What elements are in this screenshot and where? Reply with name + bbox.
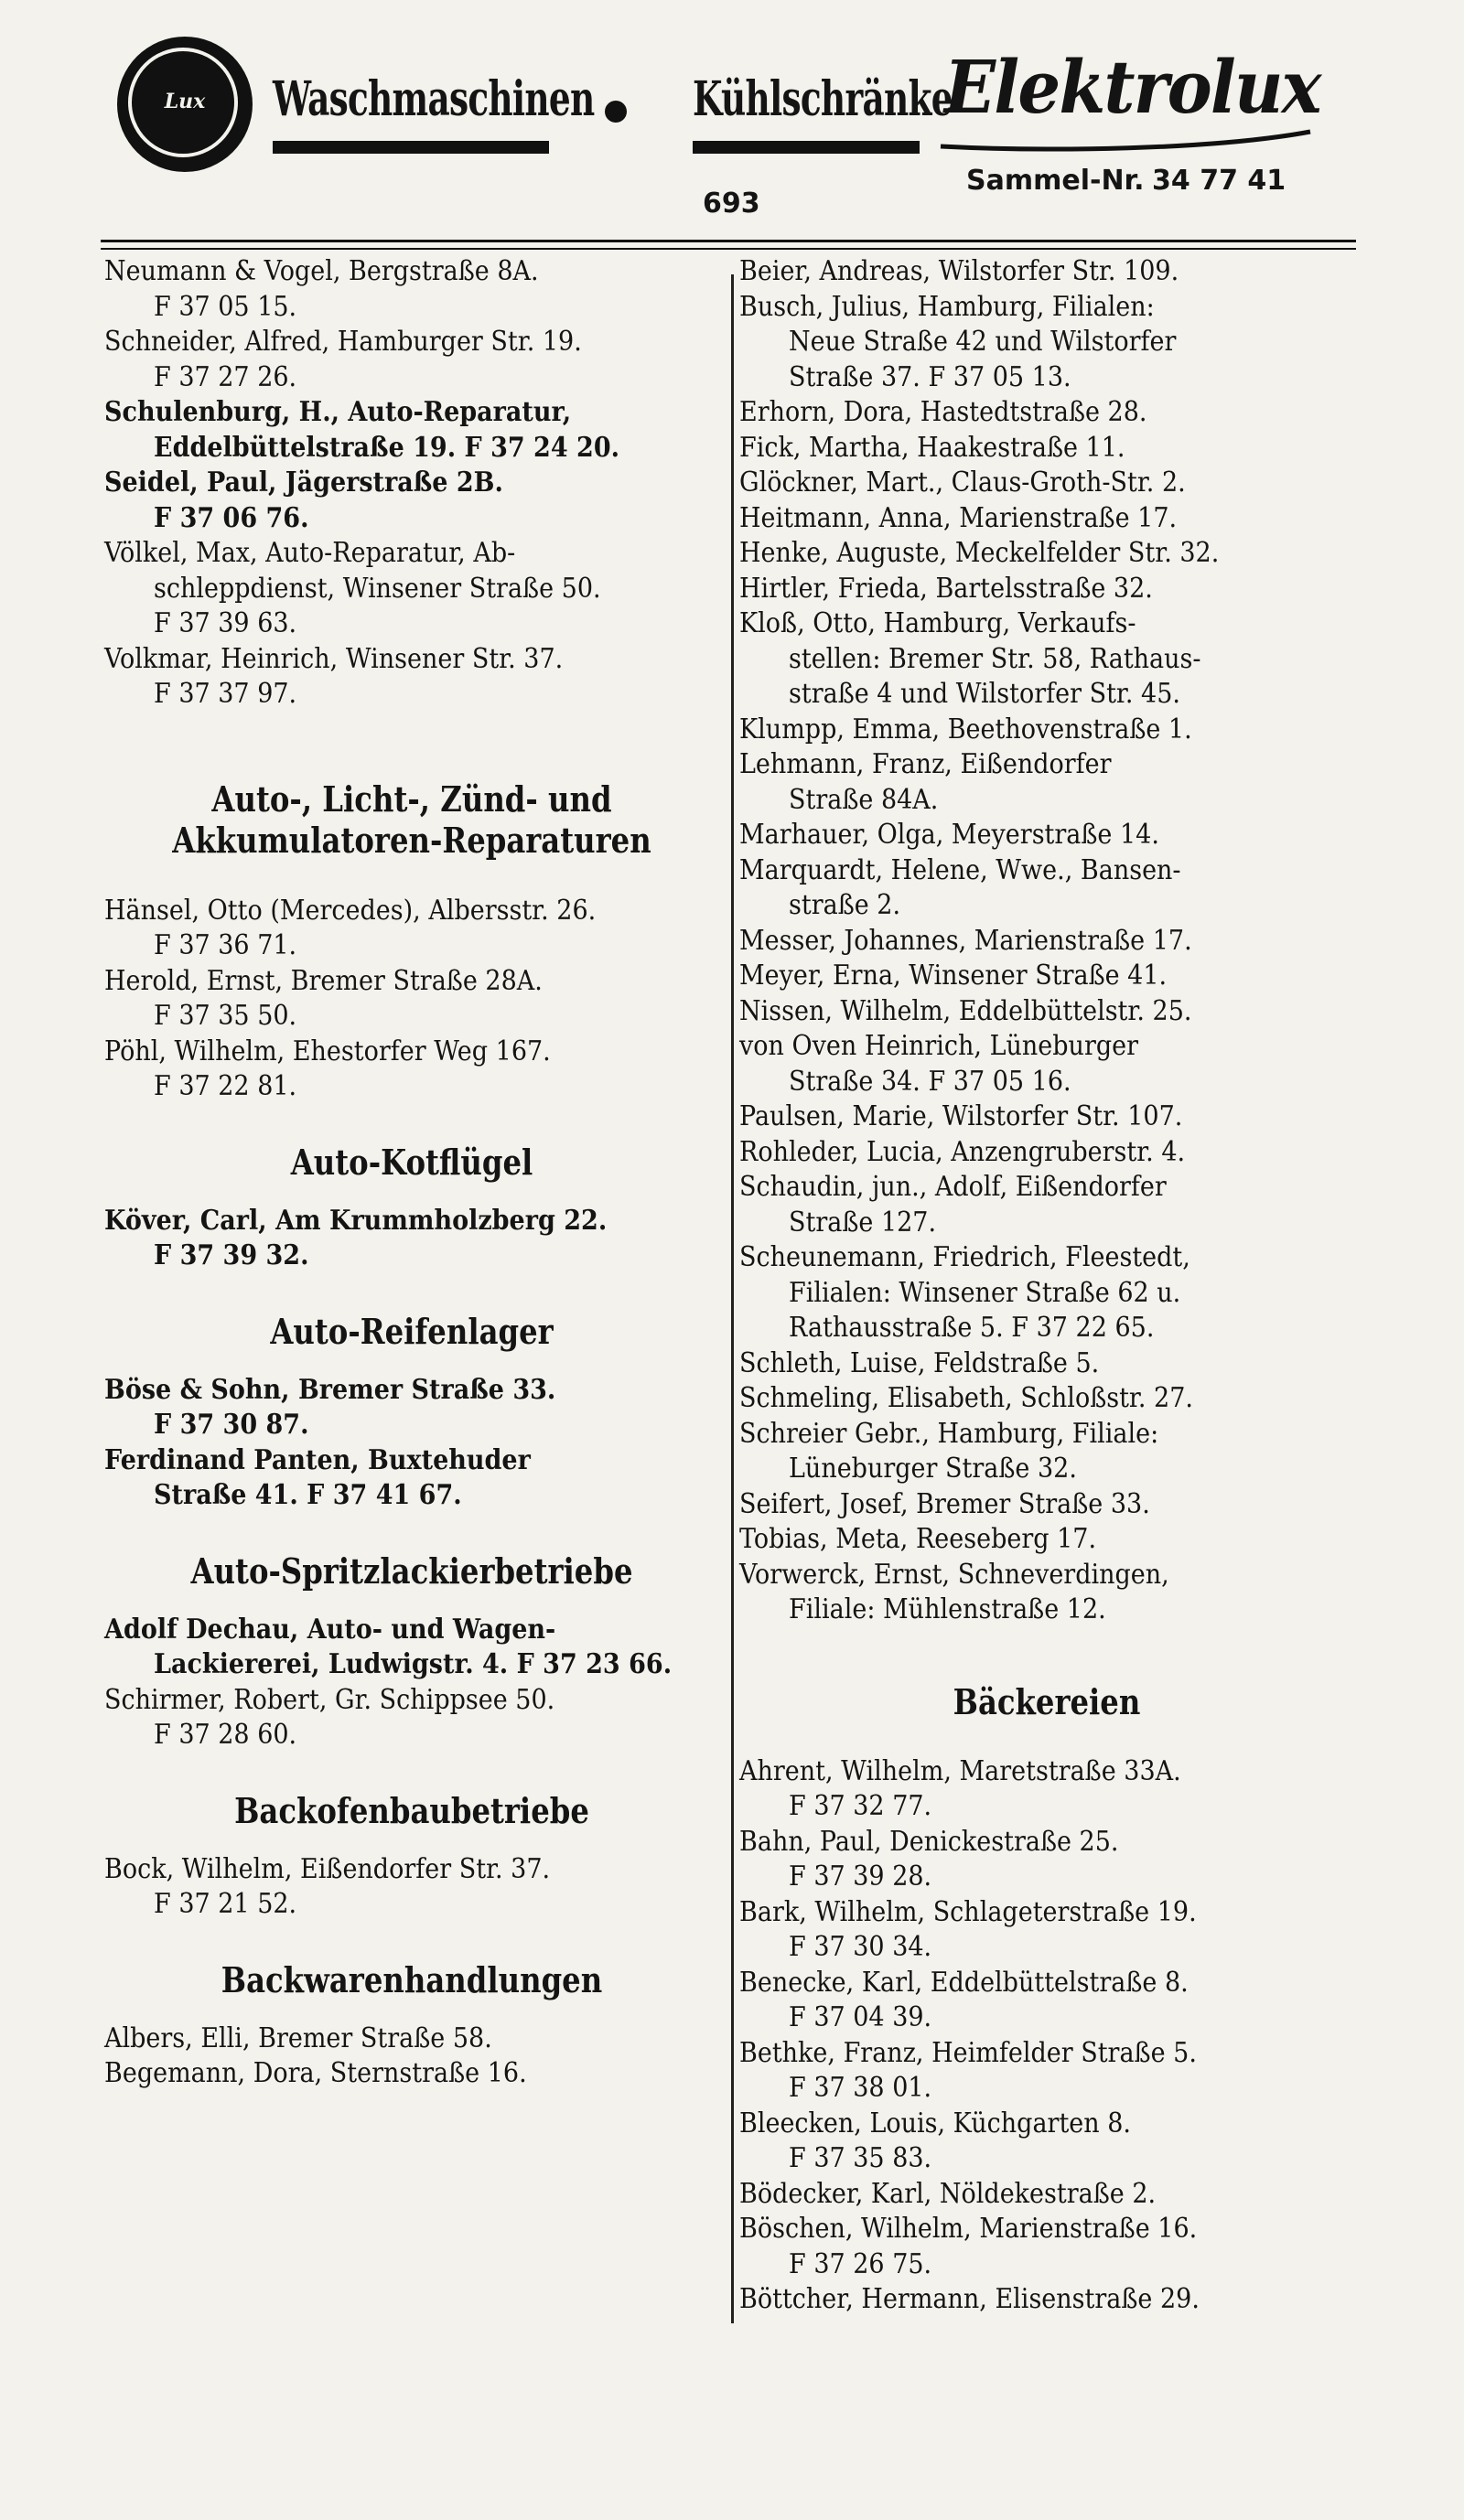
directory-entry [739,2107,1354,2177]
directory-entry [104,1613,719,1683]
entry-continuation-line: F 37 39 63. [154,607,297,639]
directory-entry [104,1683,719,1753]
entry-continuation-line: F 37 27 26. [154,360,297,393]
entry-continuation-line: Straße 41. F 37 41 67. [154,1479,462,1511]
entry-continuation-line: Filialen: Winsener Straße 62 u. [789,1276,1181,1309]
directory-entry [739,2036,1354,2107]
directory-entry [739,536,1354,572]
entry-group [104,1613,719,1753]
entry-continuation-line: Lackiererei, Ludwigstr. 4. F 37 23 66. [154,1648,673,1680]
entry-line: Bethke, Franz, Heimfelder Straße 5. [739,2036,1197,2069]
entry-line: Kloß, Otto, Hamburg, Verkaufs- [739,607,1136,639]
entry-line: Lehmann, Franz, Eißendorfer [739,748,1112,780]
entry-line: Nissen, Wilhelm, Eddelbüttelstr. 25. [739,994,1192,1027]
page-header [0,0,1464,238]
entry-continuation-line: Straße 34. F 37 05 16. [789,1065,1071,1098]
entry-continuation-line: F 37 06 76. [154,501,309,534]
ad-word-washing-machines: Waschmaschinen [273,71,595,127]
entry-continuation-line: Rathausstraße 5. F 37 22 65. [789,1312,1155,1344]
entry-line: Böse & Sohn, Bremer Straße 33. [104,1373,556,1406]
entry-continuation-line: Eddelbüttelstraße 19. F 37 24 20. [154,431,620,464]
directory-entry [739,1754,1354,1825]
entry-line: Völkel, Max, Auto-Reparatur, Ab- [104,537,516,569]
entry-continuation-line: F 37 05 15. [154,290,297,323]
section-heading: Auto-Spritzlackierbetriebe [190,1550,633,1592]
directory-entry [739,290,1354,396]
directory-entry [104,1443,719,1514]
directory-entry [739,713,1354,748]
directory-entry [739,2212,1354,2282]
entry-continuation-line: F 37 30 34. [789,1931,932,1963]
entry-line: Hirtler, Frieda, Bartelsstraße 32. [739,572,1153,605]
entry-group [104,254,719,713]
entry-line: Schaudin, jun., Adolf, Eißendorfer [739,1171,1167,1203]
directory-entry [739,959,1354,994]
directory-entry [739,395,1354,431]
directory-entry [739,2177,1354,2213]
directory-entry [739,1522,1354,1558]
section-heading: Auto-Reifenlager [270,1310,554,1352]
entry-continuation-line: Straße 127. [789,1206,937,1239]
entry-line: von Oven Heinrich, Lüneburger [739,1030,1139,1062]
directory-entry [739,2282,1354,2318]
directory-entry [739,1240,1354,1346]
directory-entry [739,1346,1354,1382]
entry-line: Heitmann, Anna, Marienstraße 17. [739,501,1178,534]
entry-line: Begemann, Dora, Sternstraße 16. [104,2057,527,2089]
entry-line: Fick, Martha, Haakestraße 11. [739,431,1125,464]
directory-entry [739,501,1354,537]
entry-line: Hänsel, Otto (Mercedes), Albersstr. 26. [104,894,597,927]
directory-entry [739,1895,1354,1966]
entry-continuation-line: F 37 39 28. [789,1861,932,1893]
directory-entry [739,994,1354,1030]
entry-group [739,1754,1354,2318]
directory-entry [104,642,719,713]
directory-entry [104,2056,719,2092]
entry-continuation-line: F 37 37 97. [154,678,297,710]
entry-group [104,2021,719,2092]
entry-line: Schulenburg, H., Auto-Reparatur, [104,396,572,428]
entry-line: Messer, Johannes, Marienstraße 17. [739,924,1192,957]
entry-line: Schneider, Alfred, Hamburger Str. 19. [104,326,582,358]
entry-line: Schmeling, Elisabeth, Schloßstr. 27. [739,1382,1193,1414]
column-divider [731,274,734,2323]
logo-text: Lux [164,90,206,113]
entry-line: Marhauer, Olga, Meyerstraße 14. [739,819,1159,851]
entry-line: Pöhl, Wilhelm, Ehestorfer Weg 167. [104,1035,551,1067]
sammel-number: 34 77 41 [1152,165,1286,197]
entry-line: Marquardt, Helene, Wwe., Bansen- [739,853,1181,886]
entry-line: Herold, Ernst, Bremer Straße 28A. [104,964,543,997]
entry-continuation-line: Filiale: Mühlenstraße 12. [789,1593,1106,1625]
section-heading: Bäckereien [953,1680,1141,1722]
directory-entry [104,254,719,325]
entry-continuation-line: Straße 37. F 37 05 13. [789,360,1071,393]
entry-group [104,1204,719,1274]
brand-swoosh-icon [937,128,1314,152]
directory-entry [739,853,1354,924]
entry-line: Glöckner, Mart., Claus-Groth-Str. 2. [739,466,1186,499]
directory-entry [739,924,1354,960]
directory-entry [104,1035,719,1105]
header-rule-thin [101,248,1356,250]
sammel-label: Sammel-Nr. [966,165,1145,197]
entry-line: Seifert, Josef, Bremer Straße 33. [739,1487,1150,1520]
directory-entry [739,1170,1354,1240]
entry-continuation-line: F 37 36 71. [154,929,297,961]
entry-line: Böttcher, Hermann, Elisenstraße 29. [739,2283,1200,2315]
entry-continuation-line: F 37 32 77. [789,1790,932,1822]
directory-entry [104,466,719,536]
entry-continuation-line: F 37 21 52. [154,1888,297,1920]
ad-separator-dot [605,101,627,123]
entry-continuation-line: straße 2. [789,889,901,921]
entry-line: Meyer, Erna, Winsener Straße 41. [739,960,1168,992]
entry-line: Henke, Auguste, Meckelfelder Str. 32. [739,537,1220,569]
entry-line: Köver, Carl, Am Krummholzberg 22. [104,1204,608,1237]
ad-underline-2 [693,141,920,154]
left-column [104,254,719,2092]
entry-continuation-line: straße 4 und Wilstorfer Str. 45. [789,678,1180,710]
directory-entry [739,1558,1354,1628]
header-rule [101,240,1356,242]
entry-line: Beier, Andreas, Wilstorfer Str. 109. [739,255,1179,287]
entry-line: Volkmar, Heinrich, Winsener Str. 37. [104,642,564,675]
brand-name: Elektrolux [944,44,1320,130]
directory-entry [739,1966,1354,2036]
ad-underline-1 [273,141,549,154]
entry-continuation-line: F 37 38 01. [789,2072,932,2104]
entry-line: Bark, Wilhelm, Schlageterstraße 19. [739,1895,1197,1928]
entry-line: Schirmer, Robert, Gr. Schippsee 50. [104,1683,555,1716]
directory-entry [739,254,1354,290]
entry-line: Ferdinand Panten, Buxtehuder [104,1443,531,1476]
entry-group [104,1373,719,1514]
entry-line: Paulsen, Marie, Wilstorfer Str. 107. [739,1100,1183,1132]
entry-line: Neumann & Vogel, Bergstraße 8A. [104,255,539,287]
directory-entry [104,894,719,964]
directory-entry [739,818,1354,853]
entry-line: Adolf Dechau, Auto- und Wagen- [104,1613,556,1646]
entry-continuation-line: Lüneburger Straße 32. [789,1453,1077,1485]
directory-entry [104,964,719,1035]
entry-continuation-line: F 37 39 32. [154,1239,309,1271]
entry-line: Vorwerck, Ernst, Schneverdingen, [739,1558,1169,1591]
section-heading: Backwarenhandlungen [221,1958,603,2000]
entry-continuation-line: F 37 26 75. [789,2247,932,2280]
entry-continuation-line: F 37 28 60. [154,1719,297,1751]
entry-line: Busch, Julius, Hamburg, Filialen: [739,290,1155,323]
section-heading: Auto-, Licht-, Zünd- und [211,777,612,820]
entry-continuation-line: Straße 84A. [789,783,939,816]
entry-line: Ahrent, Wilhelm, Maretstraße 33A. [739,1754,1181,1787]
entry-group [104,894,719,1105]
directory-entry [739,1029,1354,1099]
directory-entry [739,606,1354,713]
entry-continuation-line: F 37 35 50. [154,1000,297,1032]
directory-entry [739,1417,1354,1487]
entry-line: Rohleder, Lucia, Anzengruberstr. 4. [739,1135,1186,1168]
entry-continuation-line: Neue Straße 42 und Wilstorfer [789,326,1177,358]
entry-line: Albers, Elli, Bremer Straße 58. [104,2021,492,2054]
entry-line: Benecke, Karl, Eddelbüttelstraße 8. [739,1966,1189,1999]
right-column [739,254,1354,2318]
ad-word-refrigerators: Kühlschränke [693,71,953,127]
directory-entry [739,1135,1354,1171]
directory-entry [104,325,719,395]
entry-continuation-line: F 37 04 39. [789,2001,932,2033]
entry-line: Bahn, Paul, Denickestraße 25. [739,1825,1119,1858]
directory-entry [739,1825,1354,1895]
entry-line: Seidel, Paul, Jägerstraße 2B. [104,466,503,499]
entry-line: Bödecker, Karl, Nöldekestraße 2. [739,2177,1157,2210]
entry-group [739,254,1354,1628]
entry-continuation-line: stellen: Bremer Str. 58, Rathaus- [789,642,1201,675]
section-heading: Auto-Kotflügel [290,1141,533,1183]
section-heading-continued: Akkumulatoren-Reparaturen [172,819,651,861]
page-number: 693 [703,188,760,220]
directory-entry [739,1099,1354,1135]
section-gap [104,713,719,742]
entry-line: Böschen, Wilhelm, Marienstraße 16. [739,2213,1198,2245]
entry-line: Schleth, Luise, Feldstraße 5. [739,1346,1100,1379]
entry-line: Tobias, Meta, Reeseberg 17. [739,1523,1097,1555]
directory-entry [104,1373,719,1443]
entry-continuation-line: schleppdienst, Winsener Straße 50. [154,572,601,605]
directory-entry [104,1204,719,1274]
entry-line: Klumpp, Emma, Beethovenstraße 1. [739,713,1192,745]
directory-entry [739,466,1354,501]
entry-continuation-line: F 37 30 87. [154,1409,309,1441]
directory-entry [104,1852,719,1923]
directory-entry [739,1487,1354,1523]
directory-entry [104,2021,719,2057]
entry-line: Erhorn, Dora, Hastedtstraße 28. [739,396,1147,428]
directory-entry [739,1381,1354,1417]
entry-continuation-line: F 37 35 83. [789,2142,932,2174]
entry-line: Bock, Wilhelm, Eißendorfer Str. 37. [104,1852,551,1885]
directory-entry [104,395,719,466]
entry-line: Scheunemann, Friedrich, Fleestedt, [739,1241,1190,1273]
entry-continuation-line: F 37 22 81. [154,1070,297,1102]
directory-entry [739,431,1354,466]
entry-group [104,1852,719,1923]
section-heading: Backofenbaubetriebe [234,1789,589,1831]
entry-line: Bleecken, Louis, Küchgarten 8. [739,2107,1132,2139]
brand-logo [117,37,253,172]
directory-entry [739,747,1354,818]
directory-entry [104,536,719,642]
entry-line: Schreier Gebr., Hamburg, Filiale: [739,1417,1159,1450]
directory-entry [739,572,1354,607]
